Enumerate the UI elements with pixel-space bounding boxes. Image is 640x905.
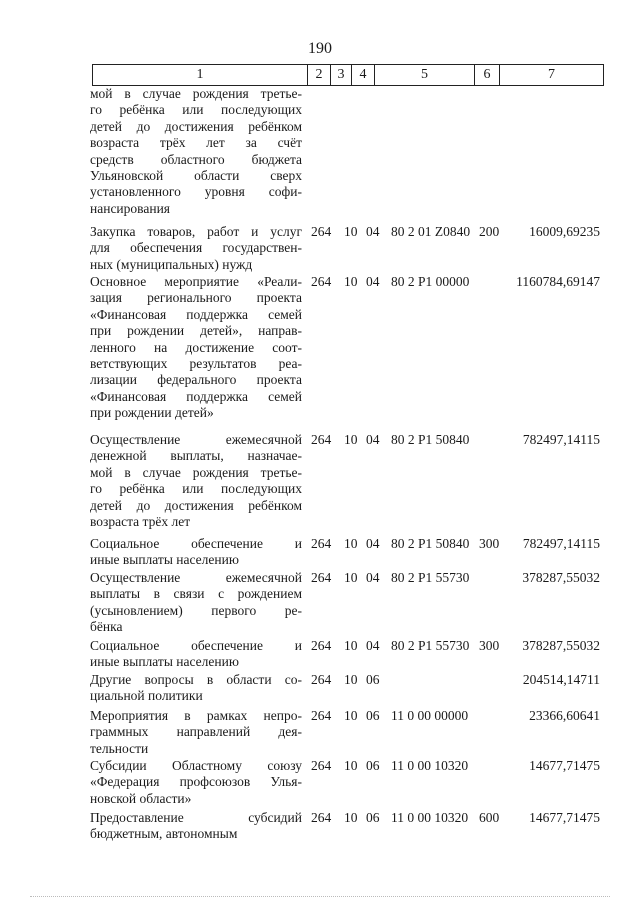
row-description — [90, 86, 302, 217]
code-expense-type: 300 — [479, 536, 500, 551]
description-line: «Финансовая поддержка семей — [90, 306, 302, 322]
description-line: го ребёнка или последующих — [90, 481, 302, 497]
description-line: го ребёнка или последующих — [90, 102, 302, 118]
description-line: средств областного бюджета — [90, 151, 302, 167]
description-line: при рождении детей», направ- — [90, 323, 302, 339]
code-ministry: 264 — [311, 570, 332, 585]
page-number: 190 — [308, 40, 332, 57]
description-line: ленного на достижение соот- — [90, 339, 302, 355]
code-section: 10 — [344, 432, 358, 447]
code-section: 10 — [344, 708, 358, 723]
description-line: при рождении детей» — [90, 405, 214, 421]
description-line: Основное мероприятие «Реали- — [90, 274, 302, 289]
description-line: ветствующих результатов реа- — [90, 355, 302, 371]
code-subsection: 04 — [366, 224, 380, 239]
header-col-6: 6 — [475, 65, 500, 85]
table-header — [92, 64, 604, 86]
row-description — [90, 570, 302, 636]
description-line: Социальное обеспечение и — [90, 536, 302, 551]
code-subsection: 06 — [366, 708, 380, 723]
description-line: мой в случае рождения третье- — [90, 86, 302, 101]
code-target-article: 80 2 P1 55730 — [391, 570, 470, 585]
code-subsection: 04 — [366, 638, 380, 653]
description-line: иные выплаты населению — [90, 654, 239, 670]
code-subsection: 04 — [366, 570, 380, 585]
description-line: мой в случае рождения третье- — [90, 464, 302, 480]
row-amount: 378287,55032 — [522, 638, 600, 653]
row-description — [90, 638, 302, 671]
code-expense-type: 600 — [479, 810, 500, 825]
row-description — [90, 758, 302, 807]
row-amount: 204514,14711 — [522, 672, 600, 687]
description-line: лизации федерального проекта — [90, 372, 302, 388]
description-line: Осуществление ежемесячной — [90, 570, 302, 585]
description-line: циальной политики — [90, 688, 203, 704]
code-section: 10 — [344, 758, 358, 773]
row-amount: 14677,71475 — [529, 758, 600, 773]
description-line: (усыновлением) первого ре- — [90, 602, 302, 618]
description-line: «Федерация профсоюзов Улья- — [90, 774, 302, 790]
row-amount: 782497,14115 — [522, 432, 600, 447]
code-ministry: 264 — [311, 274, 332, 289]
code-subsection: 04 — [366, 536, 380, 551]
header-col-1: 1 — [93, 65, 308, 85]
code-subsection: 06 — [366, 810, 380, 825]
description-line: граммных направлений дея- — [90, 724, 302, 740]
code-ministry: 264 — [311, 672, 332, 687]
code-section: 10 — [344, 274, 358, 289]
code-subsection: 06 — [366, 758, 380, 773]
description-line: «Финансовая поддержка семей — [90, 388, 302, 404]
description-line: нансирования — [90, 200, 171, 216]
code-section: 10 — [344, 570, 358, 585]
description-line: ных (муниципальных) нужд — [90, 256, 253, 272]
row-description — [90, 708, 302, 757]
description-line: возраста трёх лет за счёт — [90, 135, 302, 151]
code-target-article: 80 2 P1 55730 — [391, 638, 470, 653]
description-line: Ульяновской области сверх — [90, 167, 302, 183]
row-amount: 378287,55032 — [522, 570, 600, 585]
description-line: Мероприятия в рамках непро- — [90, 708, 302, 723]
description-line: возраста трёх лет — [90, 513, 191, 529]
code-section: 10 — [344, 672, 358, 687]
code-ministry: 264 — [311, 432, 332, 447]
row-amount: 782497,14115 — [522, 536, 600, 551]
row-amount: 23366,60641 — [529, 708, 600, 723]
row-amount: 14677,71475 — [529, 810, 600, 825]
header-col-4: 4 — [352, 65, 375, 85]
row-description — [90, 536, 302, 569]
code-section: 10 — [344, 536, 358, 551]
description-line: денежной выплаты, назначае- — [90, 448, 302, 464]
code-subsection: 06 — [366, 672, 380, 687]
row-description — [90, 672, 302, 705]
description-line: бюджетным, автономным — [90, 826, 238, 842]
header-col-5: 5 — [375, 65, 475, 85]
code-ministry: 264 — [311, 224, 332, 239]
code-section: 10 — [344, 810, 358, 825]
code-ministry: 264 — [311, 708, 332, 723]
row-description — [90, 274, 302, 422]
description-line: иные выплаты населению — [90, 552, 239, 568]
row-amount: 16009,69235 — [529, 224, 600, 239]
code-target-article: 80 2 01 Z0840 — [391, 224, 471, 239]
description-line: Осуществление ежемесячной — [90, 432, 302, 447]
row-description — [90, 810, 302, 843]
description-line: тельности — [90, 740, 149, 756]
code-target-article: 80 2 P1 00000 — [391, 274, 470, 289]
description-line: для обеспечения государствен- — [90, 240, 302, 256]
row-description — [90, 224, 302, 273]
code-ministry: 264 — [311, 810, 332, 825]
header-col-3: 3 — [331, 65, 352, 85]
code-expense-type: 300 — [479, 638, 500, 653]
description-line: зация регионального проекта — [90, 290, 302, 306]
code-target-article: 11 0 00 10320 — [391, 758, 469, 773]
description-line: Другие вопросы в области со- — [90, 672, 302, 687]
description-line: детей до достижения ребёнком — [90, 118, 302, 134]
code-target-article: 80 2 P1 50840 — [391, 536, 470, 551]
description-line: бёнка — [90, 619, 123, 635]
code-subsection: 04 — [366, 274, 380, 289]
code-ministry: 264 — [311, 536, 332, 551]
row-amount: 1160784,69147 — [516, 274, 600, 289]
row-description — [90, 432, 302, 530]
description-line: Субсидии Областному союзу — [90, 758, 302, 773]
code-expense-type: 200 — [479, 224, 500, 239]
code-target-article: 80 2 P1 50840 — [391, 432, 470, 447]
code-section: 10 — [344, 224, 358, 239]
code-ministry: 264 — [311, 758, 332, 773]
description-line: установленного уровня софи- — [90, 184, 302, 200]
page-edge-dots — [30, 896, 610, 897]
description-line: новской области» — [90, 790, 192, 806]
code-ministry: 264 — [311, 638, 332, 653]
header-col-7: 7 — [548, 67, 555, 82]
code-section: 10 — [344, 638, 358, 653]
description-line: детей до достижения ребёнком — [90, 497, 302, 513]
header-col-2: 2 — [308, 65, 331, 85]
code-target-article: 11 0 00 00000 — [391, 708, 469, 723]
description-line: выплаты в связи с рождением — [90, 586, 302, 602]
description-line: Закупка товаров, работ и услуг — [90, 224, 302, 239]
description-line: Предоставление субсидий — [90, 810, 302, 825]
code-subsection: 04 — [366, 432, 380, 447]
code-target-article: 11 0 00 10320 — [391, 810, 469, 825]
description-line: Социальное обеспечение и — [90, 638, 302, 653]
